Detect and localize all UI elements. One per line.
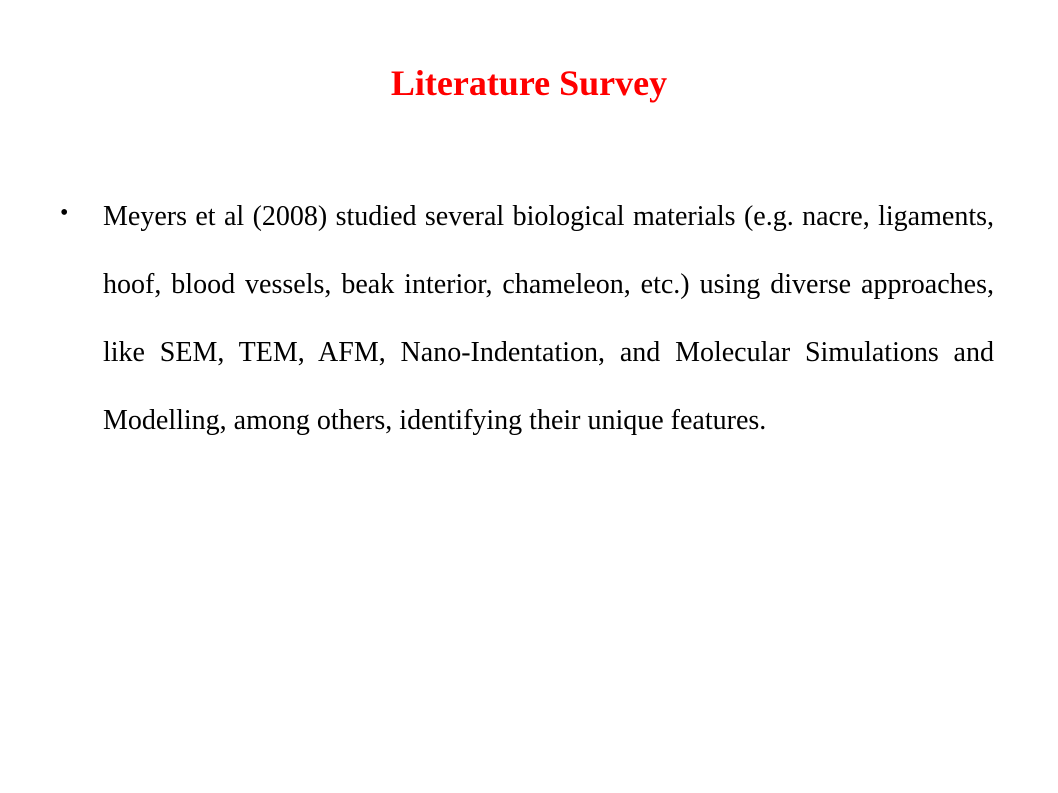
bullet-item	[60, 183, 994, 455]
bullet-text: Meyers et al (2008) studied several biological materials (e.g. nacre, ligaments, hoof, blood vessels, beak interior, chameleon, etc.) using diverse approaches, like SEM, TEM, AFM, Nano-Indentation, and Molecular Simulations and Modelling, among others, identifying their unique features.	[103, 201, 994, 436]
slide-title: Literature Survey	[390, 63, 668, 103]
bullet-marker: •	[60, 200, 69, 226]
bullet-list	[60, 183, 994, 455]
